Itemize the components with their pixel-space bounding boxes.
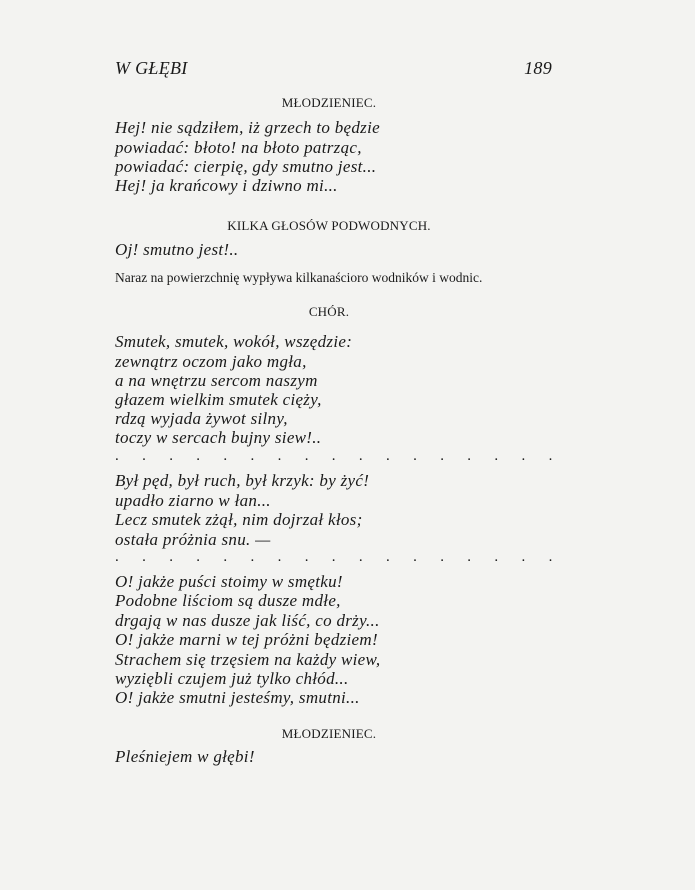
verse-line: Hej! nie sądziłem, iż grzech to będzie xyxy=(115,118,380,137)
ellipsis-row: . . . . . . . . . . . . . . . . . xyxy=(115,549,563,565)
verse-line: O! jakże smutni jesteśmy, smutni... xyxy=(115,688,360,707)
verse-line: Podobne liściom są dusze mdłe, xyxy=(115,591,341,610)
speaker-heading: KILKA GŁOSÓW PODWODNYCH. xyxy=(227,218,431,233)
verse-line: Był pęd, był ruch, był krzyk: by żyć! xyxy=(115,471,370,490)
verse-line: wyziębli czujem już tylko chłód... xyxy=(115,669,349,688)
verse-line: O! jakże marni w tej próżni będziem! xyxy=(115,630,378,649)
verse-line: zewnątrz oczom jako mgła, xyxy=(115,352,307,371)
verse-line: Oj! smutno jest!.. xyxy=(115,240,239,259)
verse-line: Pleśniejem w głębi! xyxy=(115,747,255,766)
verse-line: Strachem się trzęsiem na każdy wiew, xyxy=(115,650,381,669)
running-head-title: W GŁĘBI xyxy=(115,58,188,78)
ellipsis-row: . . . . . . . . . . . . . . . . . xyxy=(115,448,563,464)
verse-line: toczy w sercach bujny siew!.. xyxy=(115,428,322,447)
stage-direction: Naraz na powierzchnię wypływa kilkanaścioro wodników i wodnic. xyxy=(115,270,483,285)
speaker-heading: MŁODZIENIEC. xyxy=(281,726,377,741)
verse-line: drgają w nas dusze jak liść, co drży... xyxy=(115,611,380,630)
verse-line: ostała próżnia snu. — xyxy=(115,530,271,549)
verse-line: Lecz smutek zżął, nim dojrzał kłos; xyxy=(115,510,363,529)
verse-line: Hej! ja krańcowy i dziwno mi... xyxy=(115,176,338,195)
verse-line: a na wnętrzu sercom naszym xyxy=(115,371,318,390)
verse-line: powiadać: błoto! na błoto patrząc, xyxy=(115,138,362,157)
verse-line: rdzą wyjada żywot silny, xyxy=(115,409,288,428)
page-number: 189 xyxy=(524,58,552,78)
verse-line: upadło ziarno w łan... xyxy=(115,491,271,510)
speaker-heading: CHÓR. xyxy=(308,304,350,319)
verse-line: O! jakże puści stoimy w smętku! xyxy=(115,572,343,591)
speaker-heading: MŁODZIENIEC. xyxy=(281,95,377,110)
verse-line: głazem wielkim smutek cięży, xyxy=(115,390,322,409)
verse-line: Smutek, smutek, wokół, wszędzie: xyxy=(115,332,353,351)
verse-line: powiadać: cierpię, gdy smutno jest... xyxy=(115,157,377,176)
